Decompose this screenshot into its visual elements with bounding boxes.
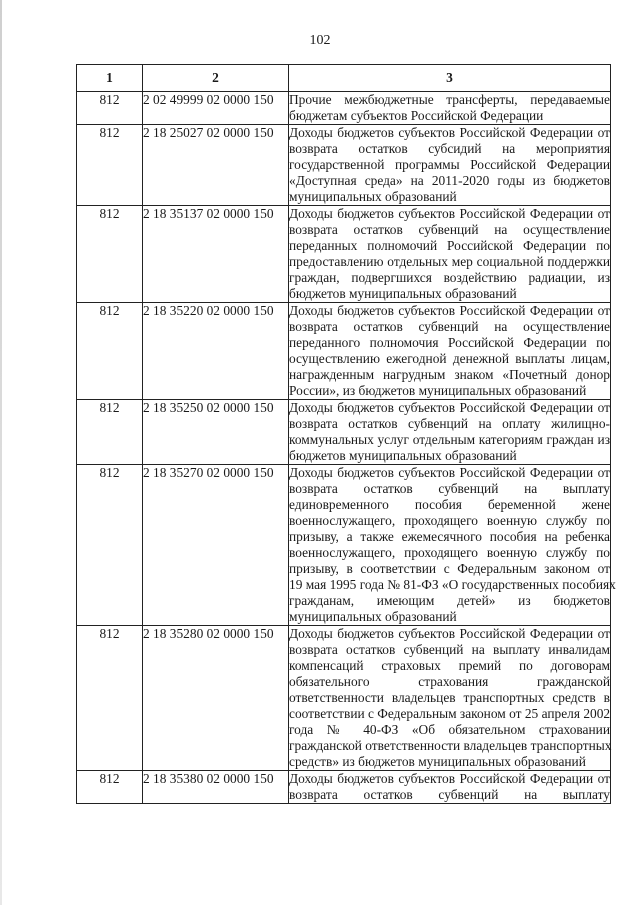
description-line: ответственности владельцев транспортных средств в [289,690,610,705]
table-row [77,92,611,125]
description-line: Доходы бюджетов субъектов Российской Федерации от [289,303,610,318]
description-line: бюджетам субъектов Российской Федерации [289,108,544,123]
description-line: граждан, подвергшихся воздействию радиации, из [289,270,610,285]
description-line: компенсаций страховых премий по договорам [289,658,610,673]
description-line: 19 мая 1995 года № 81-ФЗ «О государственных пособиях [289,577,616,592]
description-line: бюджетов муниципальных образований [289,448,517,463]
description-line: гражданской ответственности владельцев транспортных [289,738,612,753]
table-row [77,125,611,206]
table-body [77,92,616,804]
administrator-code: 812 [77,92,143,125]
description-line: возврата остатков субсидий на мероприятия [289,141,610,156]
administrator-code: 812 [77,771,143,804]
description-line: единовременного пособия беременной жене [289,497,610,512]
description-line: осуществлению ежегодной денежной выплаты лицам, [289,351,610,366]
income-description [289,465,616,626]
description-line: Прочие межбюджетные трансферты, передаваемые [289,92,610,107]
description-line: гражданам, имеющим детей» из бюджетов [289,593,610,608]
description-line: переданного полномочия Российской Федерации по [289,335,610,350]
description-line: возврата остатков субвенций на выплату [289,481,610,496]
description-line: Доходы бюджетов субъектов Российской Федерации от [289,206,610,221]
income-description [289,303,611,400]
column-header-1: 1 [77,65,143,92]
income-description [289,206,611,303]
budget-classification-code: 2 18 35250 02 0000 150 [143,400,289,465]
description-line: года № 40-ФЗ «Об обязательном страховании [289,722,610,737]
administrator-code: 812 [77,400,143,465]
description-line: возврата остатков субвенций на оплату жилищно- [289,416,610,431]
description-line: Доходы бюджетов субъектов Российской Федерации от [289,465,610,480]
description-line: «Доступная среда» на 2011-2020 годы из бюджетов [289,173,610,188]
description-line: обязательного страхования гражданской [289,674,610,689]
description-line: предоставлению отдельных мер социальной поддержки [289,254,610,269]
table-header-row [77,65,611,92]
description-line: Доходы бюджетов субъектов Российской Федерации от [289,400,610,415]
description-line: Доходы бюджетов субъектов Российской Федерации от [289,626,610,641]
administrator-code: 812 [77,626,143,771]
scan-edge [0,0,2,905]
description-line: средств» из бюджетов муниципальных образований [289,754,586,769]
budget-classification-code: 2 18 35270 02 0000 150 [143,465,289,626]
budget-classification-code: 2 02 49999 02 0000 150 [143,92,289,125]
table-row [77,771,611,804]
table-row [77,465,611,626]
description-line: переданных полномочий Российской Федерации по [289,238,610,253]
description-line: призыву, в соответствии с Федеральным законом от [289,561,610,576]
description-line: возврата остатков субвенций на выплату [289,787,610,802]
description-line: Доходы бюджетов субъектов Российской Федерации от [289,125,610,140]
page-number: 102 [309,33,331,48]
administrator-code: 812 [77,303,143,400]
description-line: возврата остатков субвенций на осуществление [289,222,610,237]
budget-classification-code: 2 18 35220 02 0000 150 [143,303,289,400]
description-line: военнослужащего, проходящего военную службу по [289,545,610,560]
budget-classification-table [76,64,616,804]
administrator-code: 812 [77,206,143,303]
column-header-2: 2 [143,65,289,92]
budget-classification-code: 2 18 25027 02 0000 150 [143,125,289,206]
description-line: коммунальных услуг отдельным категориям граждан из [289,432,610,447]
income-description [289,400,611,465]
description-line: соответствии с Федеральным законом от 25 апреля 2002 [289,706,611,721]
description-line: военнослужащего, проходящего военную службу по [289,513,610,528]
description-line: муниципальных образований [289,189,457,204]
description-line: государственной программы Российской Федерации [289,157,610,172]
description-line: награжденным нагрудным знаком «Почетный донор [289,367,610,382]
description-line: Доходы бюджетов субъектов Российской Федерации от [289,771,610,786]
income-description [289,92,611,125]
table-row [77,303,611,400]
table-row [77,400,611,465]
income-description [289,771,611,804]
column-header-3: 3 [289,65,611,92]
description-line: возврата остатков субвенций на выплату инвалидам [289,642,610,657]
administrator-code: 812 [77,125,143,206]
budget-classification-code: 2 18 35380 02 0000 150 [143,771,289,804]
income-description [289,125,611,206]
table-row [77,206,611,303]
table-row [77,626,611,771]
description-line: призыву, а также ежемесячного пособия на ребенка [289,529,610,544]
budget-classification-code: 2 18 35280 02 0000 150 [143,626,289,771]
description-line: возврата остатков субвенций на осуществление [289,319,610,334]
administrator-code: 812 [77,465,143,626]
budget-classification-code: 2 18 35137 02 0000 150 [143,206,289,303]
description-line: муниципальных образований [289,609,457,624]
income-description [289,626,611,771]
description-line: России», из бюджетов муниципальных образований [289,383,587,398]
description-line: бюджетов муниципальных образований [289,286,517,301]
